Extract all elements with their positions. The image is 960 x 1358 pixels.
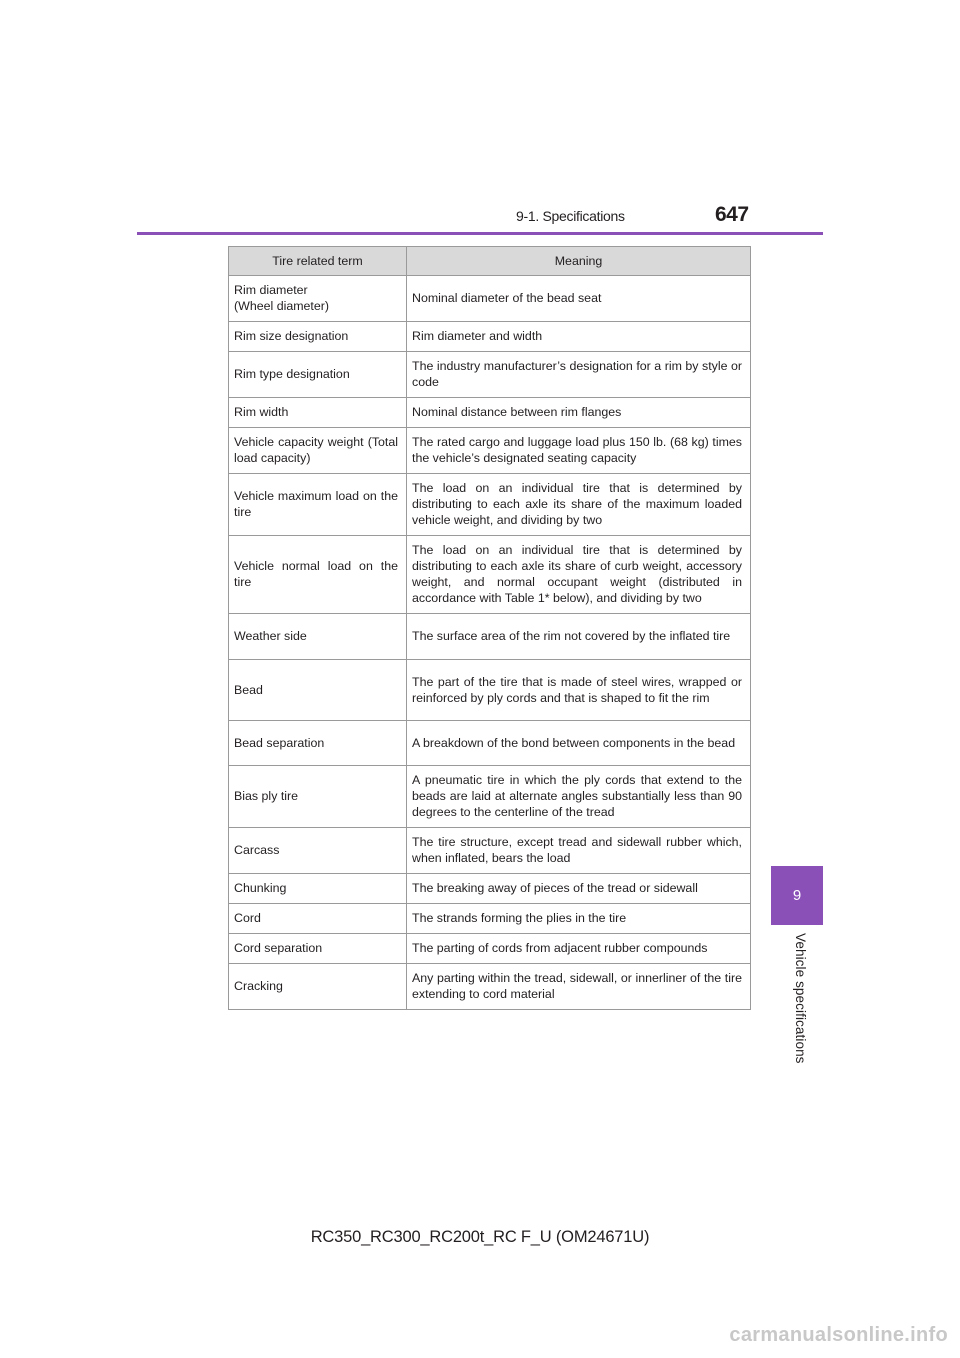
meaning-cell: The strands forming the plies in the tire bbox=[407, 904, 751, 934]
table-row bbox=[229, 536, 751, 614]
table-row bbox=[229, 874, 751, 904]
table-row bbox=[229, 964, 751, 1010]
table-row bbox=[229, 828, 751, 874]
meaning-cell: Any parting within the tread, sidewall, or innerliner of the tire extending to cord material bbox=[407, 964, 751, 1010]
meaning-cell: The parting of cords from adjacent rubber compounds bbox=[407, 934, 751, 964]
meaning-cell: The tire structure, except tread and sidewall rubber which, when inflated, bears the load bbox=[407, 828, 751, 874]
term-cell: Rim type designation bbox=[229, 352, 407, 398]
meaning-cell: The rated cargo and luggage load plus 150 lb. (68 kg) times the vehicle’s designated seating capacity bbox=[407, 428, 751, 474]
meaning-cell: Rim diameter and width bbox=[407, 322, 751, 352]
term-cell: Vehicle normal load on the tire bbox=[229, 536, 407, 614]
meaning-cell: The surface area of the rim not covered by the inflated tire bbox=[407, 614, 751, 660]
term-cell: Vehicle maximum load on the tire bbox=[229, 474, 407, 536]
meaning-cell: The load on an individual tire that is determined by distributing to each axle its share of curb weight, accessory weight, and normal occupant weight (distributed in accordance with Table 1* below), and dividing by two bbox=[407, 536, 751, 614]
term-cell: Bias ply tire bbox=[229, 766, 407, 828]
term-cell: Chunking bbox=[229, 874, 407, 904]
watermark: carmanualsonline.info bbox=[729, 1324, 948, 1346]
term-cell: Rim diameter (Wheel diameter) bbox=[229, 276, 407, 322]
table-row bbox=[229, 352, 751, 398]
term-cell: Cracking bbox=[229, 964, 407, 1010]
chapter-label: Vehicle specifications bbox=[793, 933, 808, 1064]
term-cell: Rim width bbox=[229, 398, 407, 428]
table-row bbox=[229, 904, 751, 934]
section-title: 9-1. Specifications bbox=[516, 208, 625, 224]
chapter-tab[interactable] bbox=[771, 866, 823, 925]
table-header-row bbox=[229, 247, 751, 276]
table-row bbox=[229, 398, 751, 428]
meaning-cell: A breakdown of the bond between components in the bead bbox=[407, 721, 751, 766]
column-header-meaning: Meaning bbox=[407, 247, 751, 276]
term-cell: Cord separation bbox=[229, 934, 407, 964]
term-cell: Vehicle capacity weight (Total load capacity) bbox=[229, 428, 407, 474]
tire-terms-table bbox=[228, 246, 751, 1010]
meaning-cell: The load on an individual tire that is determined by distributing to each axle its share of the maximum loaded vehicle weight, and dividing by two bbox=[407, 474, 751, 536]
table-row bbox=[229, 660, 751, 721]
term-cell: Cord bbox=[229, 904, 407, 934]
table-row bbox=[229, 474, 751, 536]
meaning-cell: The part of the tire that is made of steel wires, wrapped or reinforced by ply cords and that is shaped to fit the rim bbox=[407, 660, 751, 721]
table-row bbox=[229, 614, 751, 660]
header-divider bbox=[137, 232, 823, 235]
table-row bbox=[229, 766, 751, 828]
term-cell: Weather side bbox=[229, 614, 407, 660]
meaning-cell: The industry manufacturer’s designation for a rim by style or code bbox=[407, 352, 751, 398]
table-row bbox=[229, 322, 751, 352]
table-row bbox=[229, 276, 751, 322]
meaning-cell: Nominal distance between rim flanges bbox=[407, 398, 751, 428]
page-number: 647 bbox=[715, 203, 749, 226]
meaning-cell: A pneumatic tire in which the ply cords that extend to the beads are laid at alternate angles substantially less than 90 degrees to the centerline of the tread bbox=[407, 766, 751, 828]
column-header-term: Tire related term bbox=[229, 247, 407, 276]
table-row bbox=[229, 428, 751, 474]
term-cell: Rim size designation bbox=[229, 322, 407, 352]
term-cell: Carcass bbox=[229, 828, 407, 874]
term-cell: Bead bbox=[229, 660, 407, 721]
chapter-number: 9 bbox=[792, 887, 802, 904]
meaning-cell: The breaking away of pieces of the tread or sidewall bbox=[407, 874, 751, 904]
table-row bbox=[229, 934, 751, 964]
manual-code-footer: RC350_RC300_RC200t_RC F_U (OM24671U) bbox=[310, 1228, 650, 1246]
meaning-cell: Nominal diameter of the bead seat bbox=[407, 276, 751, 322]
term-cell: Bead separation bbox=[229, 721, 407, 766]
table-row bbox=[229, 721, 751, 766]
